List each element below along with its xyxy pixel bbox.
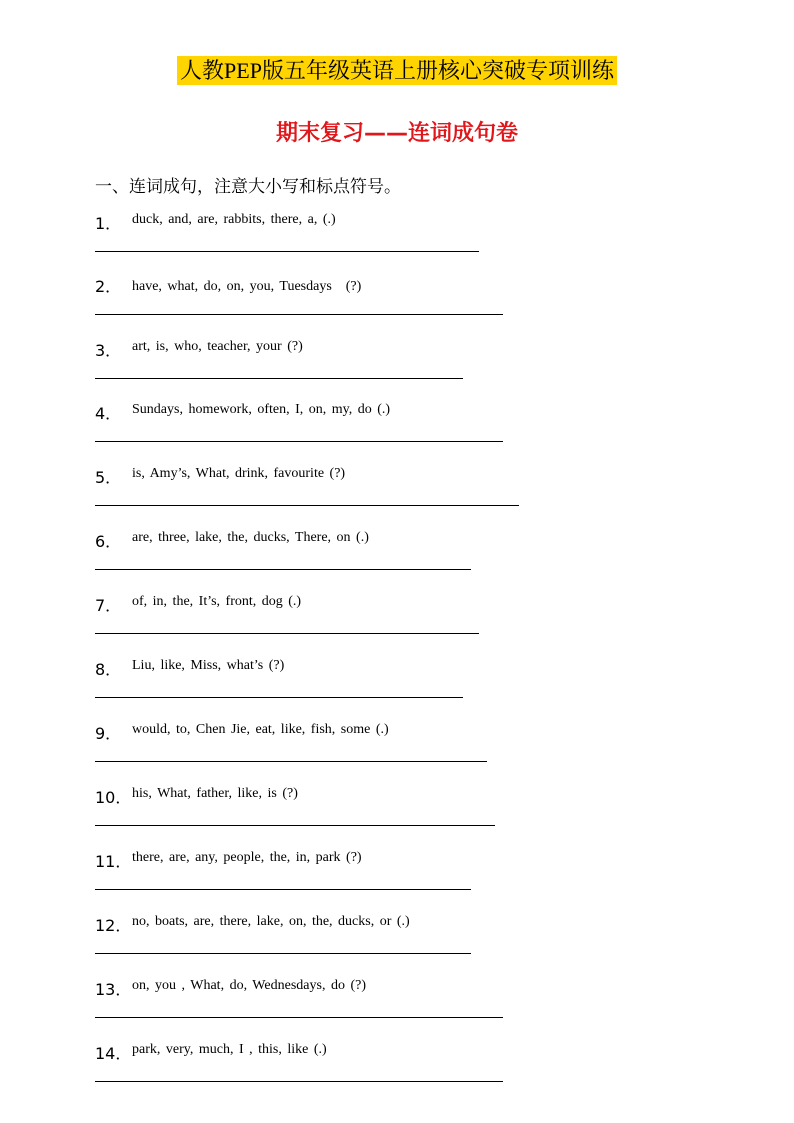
question-item — [95, 593, 695, 657]
question-words: park, very, much, I , this, like (.) — [132, 1042, 327, 1057]
answer-line[interactable] — [95, 697, 463, 698]
question-item — [95, 274, 695, 338]
question-words: Liu, like, Miss, what’s (?) — [132, 658, 285, 673]
worksheet-title-banner — [0, 55, 794, 87]
question-number: 14． — [95, 1044, 132, 1063]
question-number: 11． — [95, 852, 132, 871]
question-number: 7． — [95, 596, 122, 615]
question-words: Sundays, homework, often, I, on, my, do (.) — [132, 402, 391, 417]
question-number: 6． — [95, 532, 122, 551]
answer-line[interactable] — [95, 441, 503, 442]
question-words: there, are, any, people, the, in, park (?) — [132, 850, 362, 865]
question-item — [95, 465, 695, 529]
worksheet-subtitle: 期末复习——连词成句卷 — [275, 121, 518, 146]
question-number: 10． — [95, 788, 132, 807]
question-number: 8． — [95, 660, 122, 679]
question-words: duck, and, are, rabbits, there, a, (.) — [132, 212, 336, 227]
question-words: would, to, Chen Jie, eat, like, fish, some (.) — [132, 722, 389, 737]
question-item — [95, 913, 695, 977]
question-number: 3． — [95, 341, 122, 360]
answer-line[interactable] — [95, 825, 495, 826]
answer-line[interactable] — [95, 761, 487, 762]
answer-line[interactable] — [95, 378, 463, 379]
question-number: 12． — [95, 916, 132, 935]
question-words: no, boats, are, there, lake, on, the, ducks, or (.) — [132, 914, 410, 929]
question-number: 2． — [95, 277, 122, 296]
question-words: of, in, the, It’s, front, dog (.) — [132, 594, 302, 609]
section-heading: 一、连词成句，注意大小写和标点符号。 — [95, 177, 401, 197]
answer-line[interactable] — [95, 1017, 503, 1018]
question-number: 5． — [95, 468, 122, 487]
question-words: his, What, father, like, is (?) — [132, 786, 298, 801]
question-item — [95, 721, 695, 785]
answer-line[interactable] — [95, 314, 503, 315]
question-words: is, Amy’s, What, drink, favourite (?) — [132, 466, 346, 481]
question-item — [95, 849, 695, 913]
question-words: art, is, who, teacher, your (?) — [132, 339, 303, 354]
worksheet-title: 人教PEP版五年级英语上册核心突破专项训练 — [177, 56, 617, 85]
question-number: 1． — [95, 214, 122, 233]
answer-line[interactable] — [95, 889, 471, 890]
question-words: have, what, do, on, you, Tuesdays (?) — [132, 279, 362, 294]
question-item — [95, 401, 695, 465]
question-item — [95, 1041, 695, 1105]
answer-line[interactable] — [95, 505, 519, 506]
question-number: 13． — [95, 980, 132, 999]
question-item — [95, 785, 695, 849]
question-item — [95, 977, 695, 1041]
question-words: on, you , What, do, Wednesdays, do (?) — [132, 978, 366, 993]
question-number: 4． — [95, 404, 122, 423]
answer-line[interactable] — [95, 569, 471, 570]
question-item — [95, 211, 695, 275]
question-item — [95, 529, 695, 593]
answer-line[interactable] — [95, 633, 479, 634]
question-number: 9． — [95, 724, 122, 743]
answer-line[interactable] — [95, 953, 471, 954]
question-words: are, three, lake, the, ducks, There, on (.) — [132, 530, 369, 545]
question-item — [95, 657, 695, 721]
question-item — [95, 338, 695, 402]
answer-line[interactable] — [95, 1081, 503, 1082]
answer-line[interactable] — [95, 251, 479, 252]
